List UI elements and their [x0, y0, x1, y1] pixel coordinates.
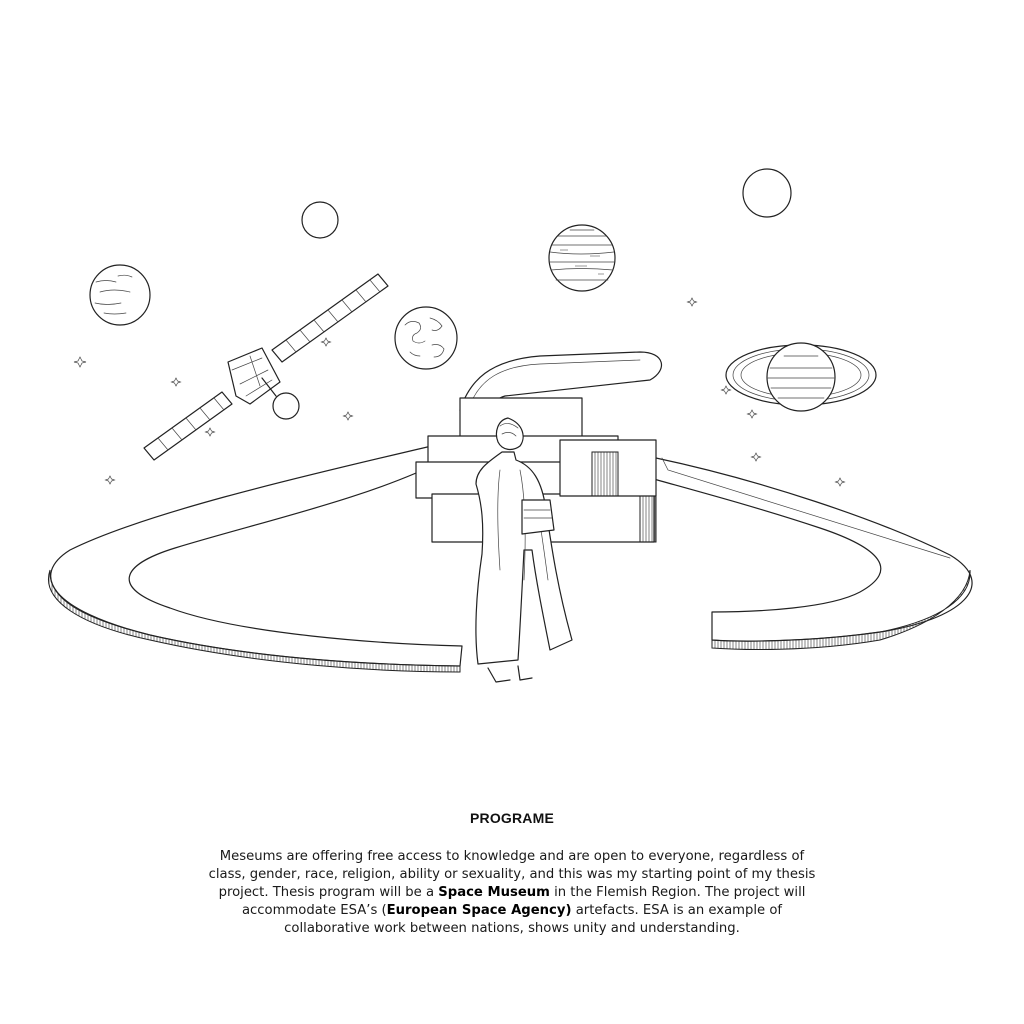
body-text-segment: in the Flemish Region. The project will accommodate ESA’s ( — [241, 885, 806, 918]
earth-icon — [395, 307, 457, 369]
programe-text-block — [200, 810, 824, 938]
satellite-icon — [144, 274, 388, 460]
planet-icon — [743, 169, 791, 217]
section-body — [200, 848, 824, 938]
jupiter-icon — [549, 225, 615, 291]
planet-icon — [302, 202, 338, 238]
planet-icon — [90, 265, 150, 325]
body-text-segment: artefacts. ESA is an example of collaborative work between nations, shows unity and understanding. — [284, 903, 783, 936]
body-bold-segment: European Space Agency) — [386, 903, 572, 918]
saturn-icon — [726, 343, 876, 411]
body-text-segment: Meseums are offering free access to knowledge and are open to everyone, regardless of class, gender, race, religion, ability or sexuality, and this was my starting point of my thesis project. Thesis program will be a — [208, 849, 816, 900]
body-bold-segment: Space Museum — [438, 885, 550, 900]
section-title: PROGRAME — [469, 810, 555, 826]
